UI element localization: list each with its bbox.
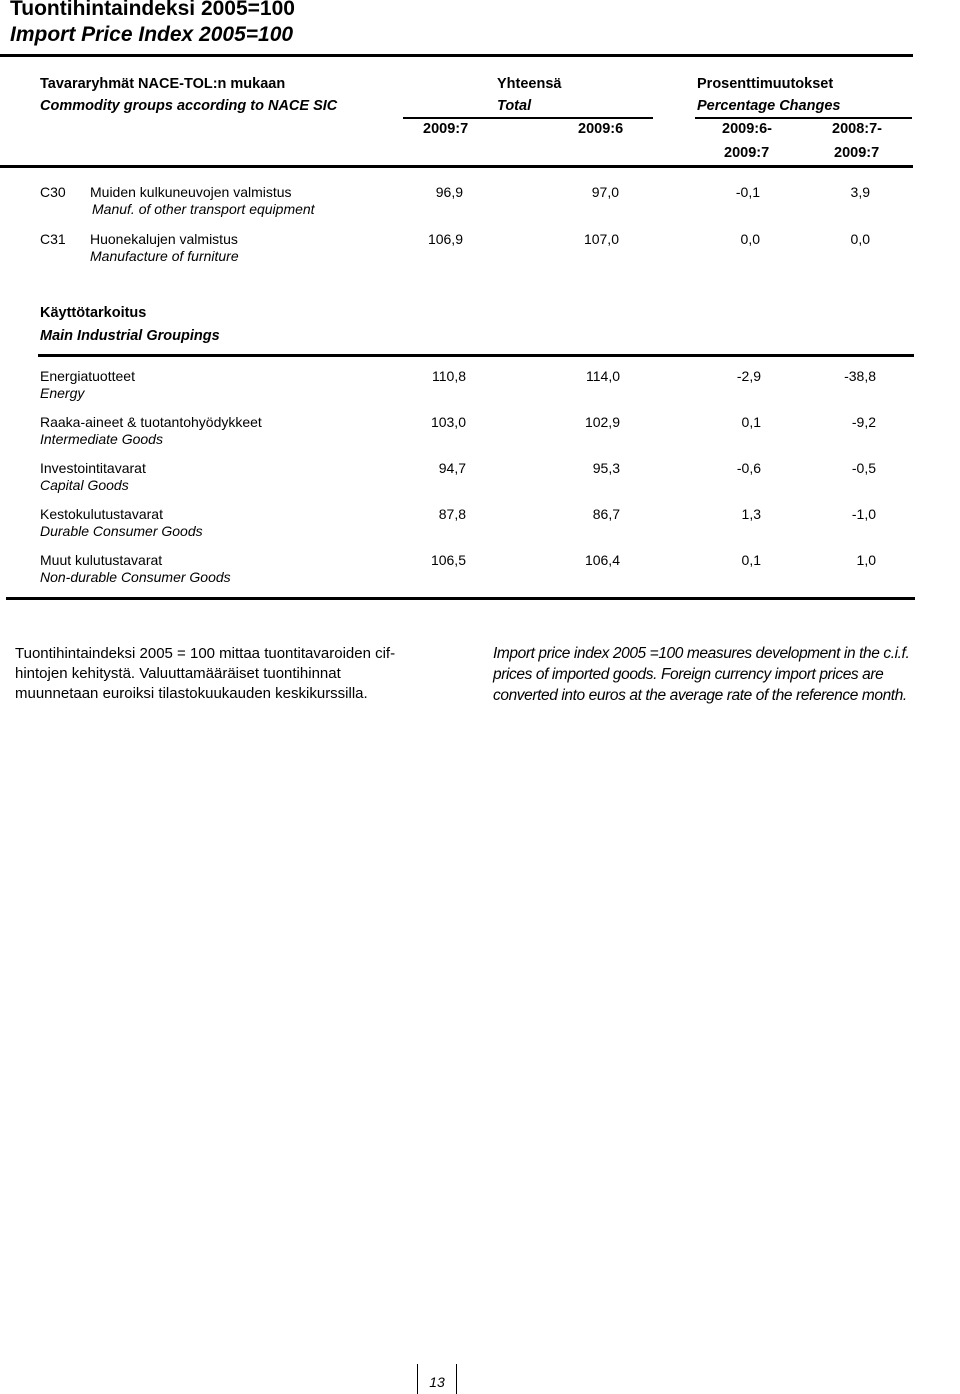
row-value-col1: 87,8 (438, 506, 466, 522)
row-value-col4: -1,0 (851, 506, 876, 522)
page-number-box (417, 1364, 457, 1394)
row-code: C30 (40, 184, 66, 200)
row-value-col1: 110,8 (432, 368, 466, 384)
row-value-col4: -0,5 (851, 460, 876, 476)
row-value-col4: 1,0 (856, 552, 876, 568)
note-en: Import price index 2005 =100 measures development in the c.i.f. prices of imported goods. Foreign currency import prices are converted into euros at the average rate of the reference month. (493, 645, 910, 704)
header-col3-top: 2009:6- (722, 121, 772, 137)
row-label-en: Non-durable Consumer Goods (40, 569, 231, 585)
row-label-fi: Energiatuotteet (40, 368, 135, 384)
header-col3-bot: 2009:7 (724, 145, 770, 161)
row-label-fi: Huonekalujen valmistus (90, 231, 238, 247)
row-value-col2: 114,0 (586, 368, 620, 384)
row-value-col3: -0,6 (736, 460, 761, 476)
row-label-en: Manufacture of furniture (90, 248, 239, 264)
row-label-fi: Muiden kulkuneuvojen valmistus (90, 184, 292, 200)
header-col4-bot: 2009:7 (834, 145, 880, 161)
page-number: 13 (429, 1374, 445, 1390)
row-value-col3: 0,0 (740, 231, 760, 247)
header-groups-fi: Tavararyhmät NACE-TOL:n mukaan (40, 76, 286, 92)
row-label-en: Capital Goods (40, 477, 129, 493)
header-total-en: Total (497, 98, 532, 114)
row-value-col1: 96,9 (435, 184, 463, 200)
row-value-col4: -9,2 (851, 414, 876, 430)
header-col1: 2009:7 (423, 121, 469, 137)
header-pct-en: Percentage Changes (697, 98, 841, 114)
row-value-col3: -0,1 (735, 184, 760, 200)
row-value-col4: 3,9 (850, 184, 870, 200)
header-groups-en: Commodity groups according to NACE SIC (40, 98, 338, 114)
row-value-col1: 106,5 (430, 552, 466, 568)
table-bottom-rule (6, 597, 915, 600)
row-value-col2: 102,9 (584, 414, 620, 430)
page-title-fi: Tuontihintaindeksi 2005=100 (10, 0, 295, 20)
row-label-fi: Kestokulutustavarat (40, 506, 163, 522)
top-rule (0, 54, 913, 57)
row-value-col2: 97,0 (591, 184, 619, 200)
row-label-fi: Investointitavarat (40, 460, 146, 476)
note-fi: Tuontihintaindeksi 2005 = 100 mittaa tuontitavaroiden cif-hintojen kehitystä. Valuuttamääräiset tuontihinnat muunnetaan euroiksi tilastokuukauden keskikurssilla. (15, 645, 396, 702)
header-pct-fi: Prosenttimuutokset (697, 76, 834, 92)
row-value-col3: 0,1 (741, 552, 761, 568)
page-title-en: Import Price Index 2005=100 (10, 23, 294, 46)
row-value-col3: -2,9 (736, 368, 761, 384)
row-value-col3: 0,1 (741, 414, 761, 430)
row-value-col4: -38,8 (844, 368, 876, 384)
header-total-fi: Yhteensä (497, 76, 562, 92)
row-label-en: Energy (40, 385, 85, 401)
row-value-col1: 106,9 (427, 231, 463, 247)
row-value-col1: 103,0 (430, 414, 466, 430)
row-label-fi: Raaka-aineet & tuotantohyödykkeet (40, 414, 262, 430)
header-underline-total (403, 117, 653, 119)
row-label-en: Intermediate Goods (40, 431, 163, 447)
row-value-col2: 107,0 (583, 231, 619, 247)
header-underline-pct (695, 117, 912, 119)
header-col2: 2009:6 (578, 121, 624, 137)
row-label-en: Durable Consumer Goods (40, 523, 203, 539)
row-label-fi: Muut kulutustavarat (40, 552, 163, 568)
section-rule (38, 354, 914, 357)
header-bottom-rule (0, 165, 913, 168)
row-value-col4: 0,0 (850, 231, 870, 247)
row-label-en: Manuf. of other transport equipment (92, 201, 315, 217)
row-value-col3: 1,3 (741, 506, 761, 522)
row-value-col1: 94,7 (438, 460, 466, 476)
section-title-fi: Käyttötarkoitus (40, 305, 147, 321)
row-value-col2: 106,4 (584, 552, 620, 568)
header-col4-top: 2008:7- (832, 121, 882, 137)
row-code: C31 (40, 231, 66, 247)
row-value-col2: 86,7 (592, 506, 620, 522)
section-title-en: Main Industrial Groupings (40, 328, 220, 344)
row-value-col2: 95,3 (592, 460, 620, 476)
